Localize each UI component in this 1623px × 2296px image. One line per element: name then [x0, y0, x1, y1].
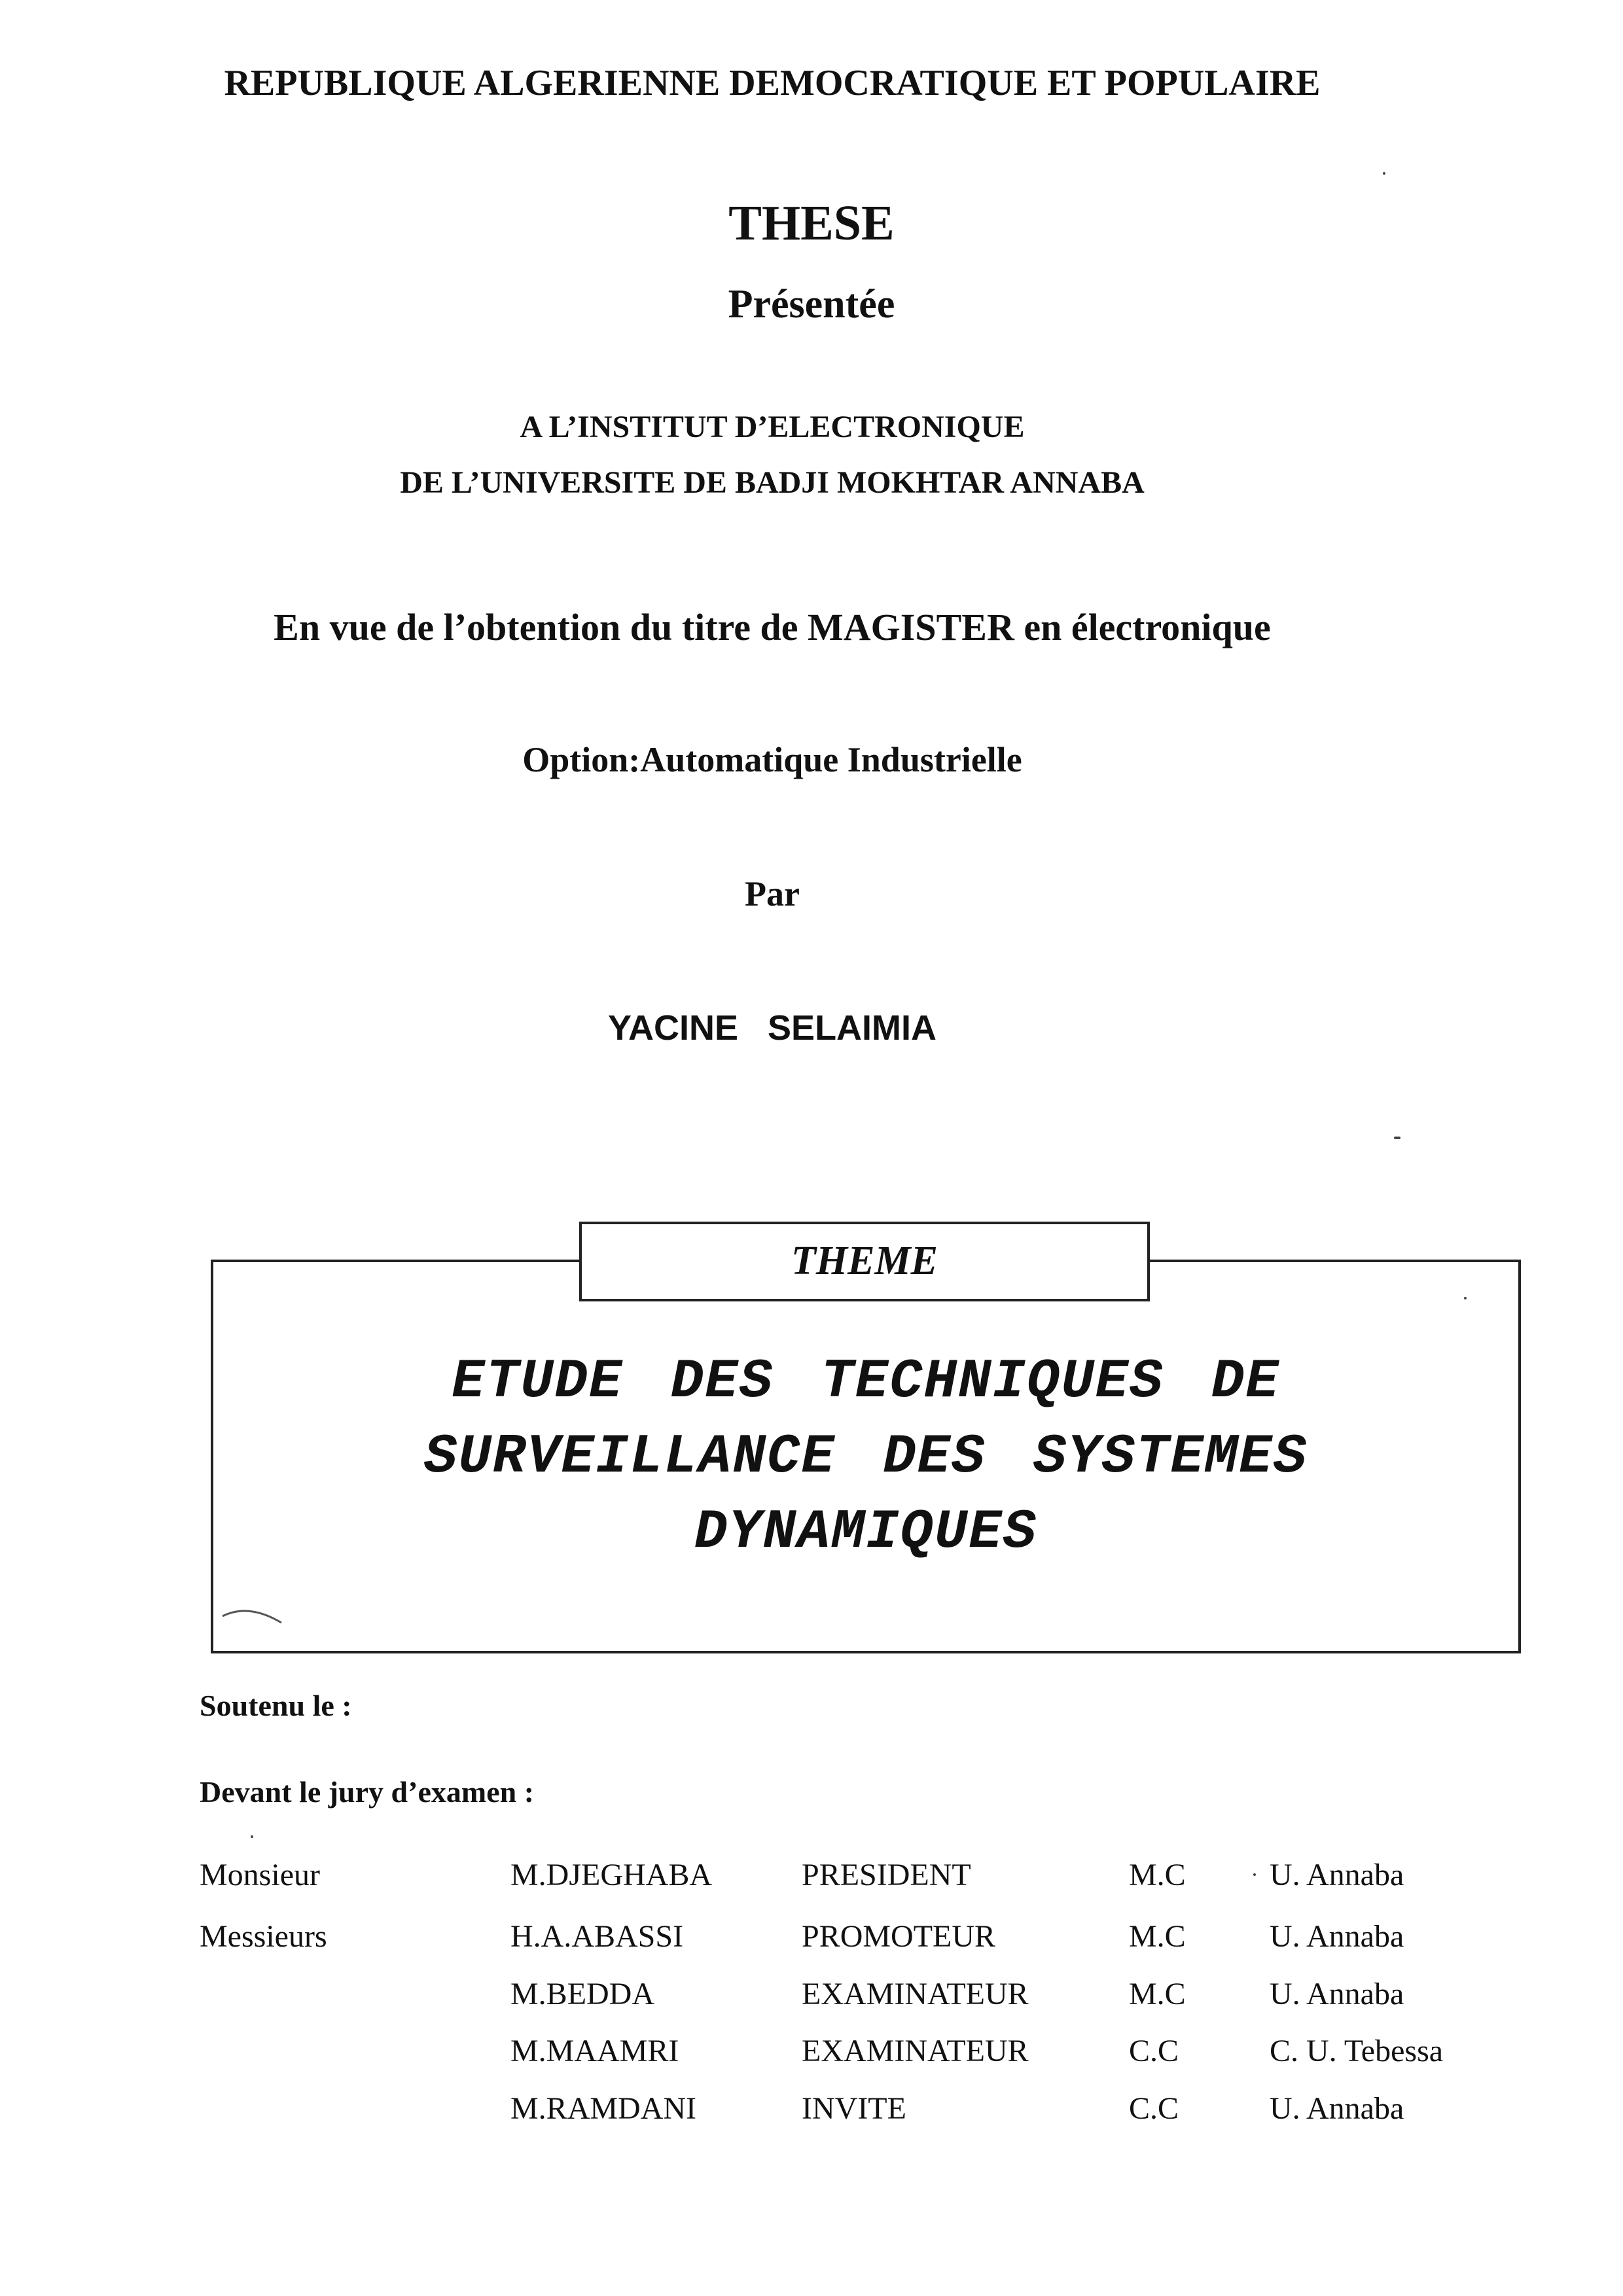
jury-institution: U. Annaba — [1270, 2091, 1404, 2126]
jury-heading: Devant le jury d’examen : — [200, 1775, 535, 1809]
jury-grade: M.C — [1129, 1977, 1186, 2011]
jury-grade: C.C — [1129, 2034, 1179, 2068]
jury-institution: U. Annaba — [1270, 1858, 1404, 1892]
jury-grade: M.C — [1129, 1919, 1186, 1954]
degree-option: Option:Automatique Industrielle — [522, 740, 1022, 779]
jury-grade: M.C — [1129, 1858, 1186, 1892]
thesis-subject-line-2: SURVEILLANCE DES SYSTEMES — [423, 1426, 1308, 1489]
jury-role: PROMOTEUR — [802, 1919, 996, 1954]
republic-heading: REPUBLIQUE ALGERIENNE DEMOCRATIQUE ET POPULAIRE — [224, 63, 1321, 103]
author-name: YACINE SELAIMIA — [607, 1008, 937, 1048]
scan-speck — [1253, 1873, 1256, 1876]
jury-role: EXAMINATEUR — [802, 1977, 1029, 2011]
defense-date-label: Soutenu le : — [200, 1689, 352, 1722]
scan-speck — [1394, 1137, 1400, 1139]
institute-line-2: DE L’UNIVERSITE DE BADJI MOKHTAR ANNABA — [400, 465, 1145, 500]
theme-label: THEME — [579, 1222, 1150, 1301]
scan-speck — [251, 1835, 253, 1838]
scan-mark — [216, 1603, 294, 1629]
scan-speck — [1464, 1297, 1467, 1299]
thesis-subject-line-3: DYNAMIQUES — [694, 1502, 1038, 1564]
jury-institution: C. U. Tebessa — [1270, 2034, 1444, 2068]
jury-title: Monsieur — [200, 1858, 320, 1892]
jury-role: INVITE — [802, 2091, 906, 2126]
jury-name: M.RAMDANI — [510, 2091, 697, 2126]
jury-grade: C.C — [1129, 2091, 1179, 2126]
thesis-subject-line-1: ETUDE DES TECHNIQUES DE — [452, 1351, 1280, 1413]
presented-label: Présentée — [728, 282, 895, 327]
jury-institution: U. Annaba — [1270, 1919, 1404, 1954]
jury-role: PRESIDENT — [802, 1858, 971, 1892]
document-type-title: THESE — [728, 196, 895, 251]
jury-institution: U. Annaba — [1270, 1977, 1404, 2011]
jury-name: M.MAAMRI — [510, 2034, 679, 2068]
by-label: Par — [745, 874, 800, 913]
institute-line-1: A L’INSTITUT D’ELECTRONIQUE — [520, 410, 1025, 444]
jury-title: Messieurs — [200, 1919, 327, 1954]
jury-name: H.A.ABASSI — [510, 1919, 684, 1954]
jury-name: M.BEDDA — [510, 1977, 655, 2011]
jury-name: M.DJEGHABA — [510, 1858, 713, 1892]
jury-role: EXAMINATEUR — [802, 2034, 1029, 2068]
degree-statement: En vue de l’obtention du titre de MAGISTER en électronique — [274, 606, 1271, 648]
scan-speck — [1383, 172, 1385, 175]
